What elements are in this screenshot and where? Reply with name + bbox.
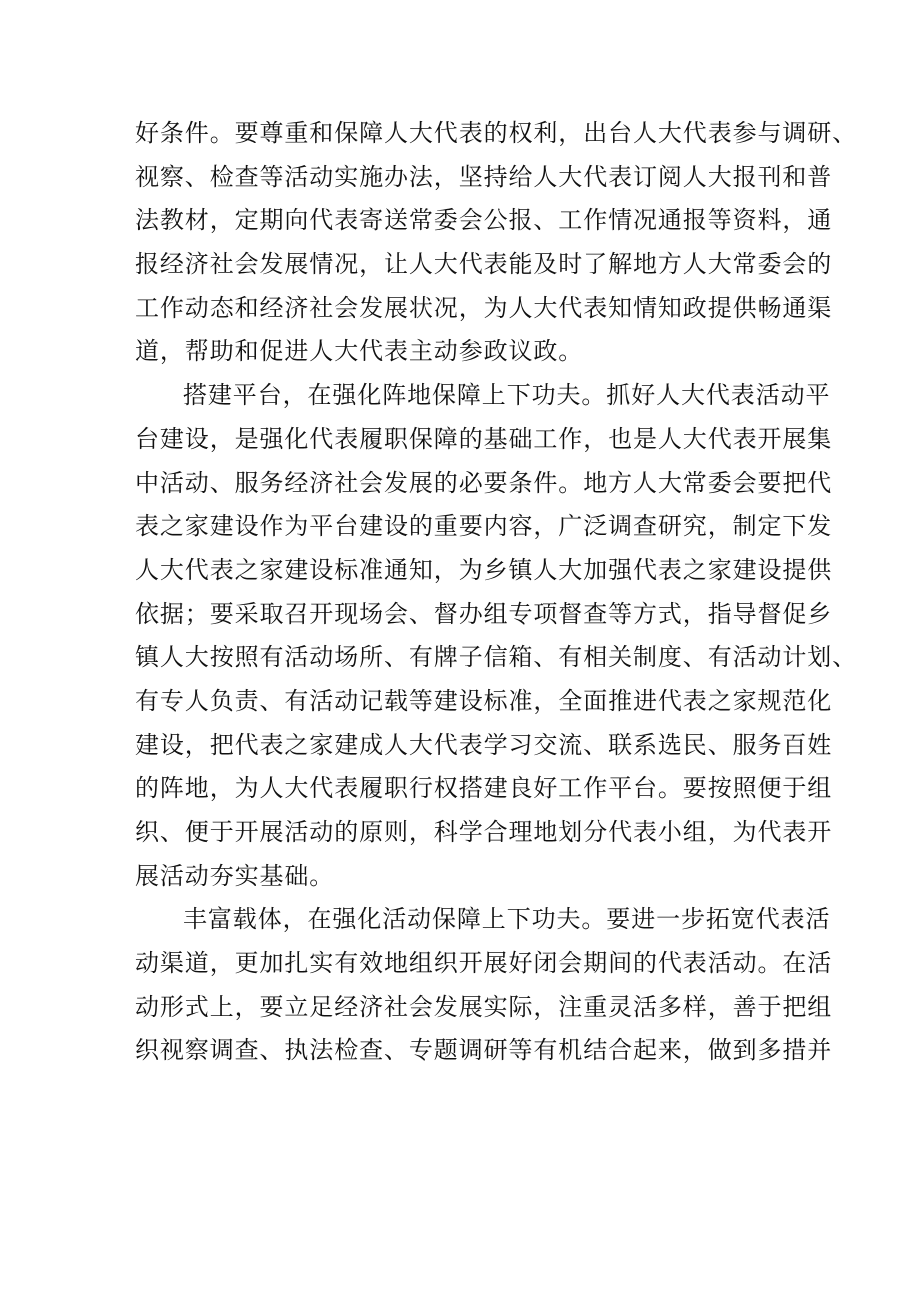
text-line: 展活动夯实基础。 (135, 861, 335, 890)
text-line: 镇人大按照有活动场所、有牌子信箱、有相关制度、有活动计划、 (135, 643, 858, 672)
paragraph-1 (135, 112, 858, 374)
document-body (135, 112, 858, 1073)
text-line: 织视察调查、执法检查、专题调研等有机结合起来，做到多措并 (135, 1036, 833, 1065)
text-line: 搭建平台，在强化阵地保障上下功夫。抓好人大代表活动平 (183, 381, 831, 410)
text-line: 动形式上，要立足经济社会发展实际，注重灵活多样，善于把组 (135, 992, 833, 1021)
text-line: 丰富载体，在强化活动保障上下功夫。要进一步拓宽代表活 (183, 905, 831, 934)
text-line: 中活动、服务经济社会发展的必要条件。地方人大常委会要把代 (135, 468, 833, 497)
text-line: 道，帮助和促进人大代表主动参政议政。 (135, 337, 584, 366)
text-line: 有专人负责、有活动记载等建设标准，全面推进代表之家规范化 (135, 686, 833, 715)
text-line: 台建设，是强化代表履职保障的基础工作，也是人大代表开展集 (135, 424, 833, 453)
text-line: 好条件。要尊重和保障人大代表的权利，出台人大代表参与调研、 (135, 119, 858, 147)
paragraph-2 (135, 374, 858, 898)
text-line: 法教材，定期向代表寄送常委会公报、工作情况通报等资料，通 (135, 206, 833, 235)
paragraph-3 (135, 898, 833, 1073)
text-line: 视察、检查等活动实施办法，坚持给人大代表订阅人大报刊和普 (135, 162, 833, 191)
text-line: 人大代表之家建设标准通知，为乡镇人大加强代表之家建设提供 (135, 555, 833, 584)
text-line: 建设，把代表之家建成人大代表学习交流、联系选民、服务百姓 (135, 730, 833, 759)
text-line: 表之家建设作为平台建设的重要内容，广泛调查研究，制定下发 (135, 512, 833, 541)
text-line: 报经济社会发展情况，让人大代表能及时了解地方人大常委会的 (135, 250, 833, 279)
text-line: 的阵地，为人大代表履职行权搭建良好工作平台。要按照便于组 (135, 774, 833, 803)
text-line: 依据；要采取召开现场会、督办组专项督查等方式，指导督促乡 (135, 599, 833, 628)
text-line: 织、便于开展活动的原则，科学合理地划分代表小组，为代表开 (135, 818, 833, 846)
text-line: 工作动态和经济社会发展状况，为人大代表知情知政提供畅通渠 (135, 293, 833, 322)
text-line: 动渠道，更加扎实有效地组织开展好闭会期间的代表活动。在活 (135, 949, 833, 978)
